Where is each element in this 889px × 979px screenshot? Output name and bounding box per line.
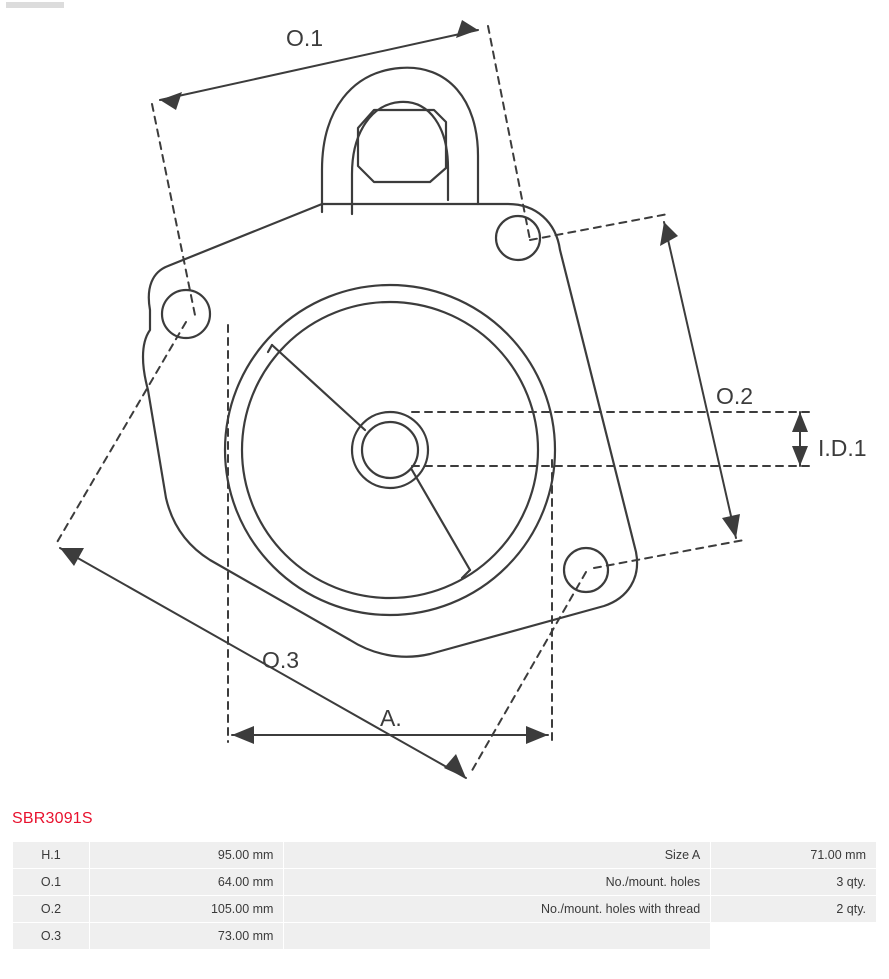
dimension-o1 — [152, 20, 530, 320]
dimension-label-o3: O.3 — [262, 647, 300, 673]
spec-value-2 — [711, 923, 877, 950]
spec-value: 105.00 mm — [89, 896, 284, 923]
table-row — [13, 842, 877, 869]
spec-value: 95.00 mm — [89, 842, 284, 869]
dimension-label-o2: O.2 — [716, 383, 754, 409]
housing-outline — [143, 204, 637, 657]
spec-value-2: 71.00 mm — [711, 842, 877, 869]
table-row — [13, 869, 877, 896]
spec-key: O.1 — [13, 869, 90, 896]
part-number: SBR3091S — [12, 810, 93, 827]
table-row — [13, 923, 877, 950]
dimension-label-o1: O.1 — [286, 25, 324, 51]
spec-key-2: No./mount. holes — [284, 869, 711, 896]
internal-slots — [268, 345, 470, 578]
spec-key: O.2 — [13, 896, 90, 923]
spec-value-2: 2 qty. — [711, 896, 877, 923]
spec-key-2: Size A — [284, 842, 711, 869]
spec-key: H.1 — [13, 842, 90, 869]
table-row — [13, 896, 877, 923]
spec-key-2: No./mount. holes with thread — [284, 896, 711, 923]
spec-key: O.3 — [13, 923, 90, 950]
dimension-label-id1: I.D.1 — [818, 435, 867, 461]
dimension-label-a: A. — [380, 705, 402, 731]
specification-table — [12, 841, 877, 950]
spec-value: 64.00 mm — [89, 869, 284, 896]
central-bore-circles — [225, 285, 555, 615]
dimension-a — [228, 325, 552, 744]
top-loop-bracket — [322, 68, 478, 214]
dimension-o2 — [530, 214, 744, 568]
spec-value-2: 3 qty. — [711, 869, 877, 896]
spec-value: 73.00 mm — [89, 923, 284, 950]
spec-key-2 — [284, 923, 711, 950]
